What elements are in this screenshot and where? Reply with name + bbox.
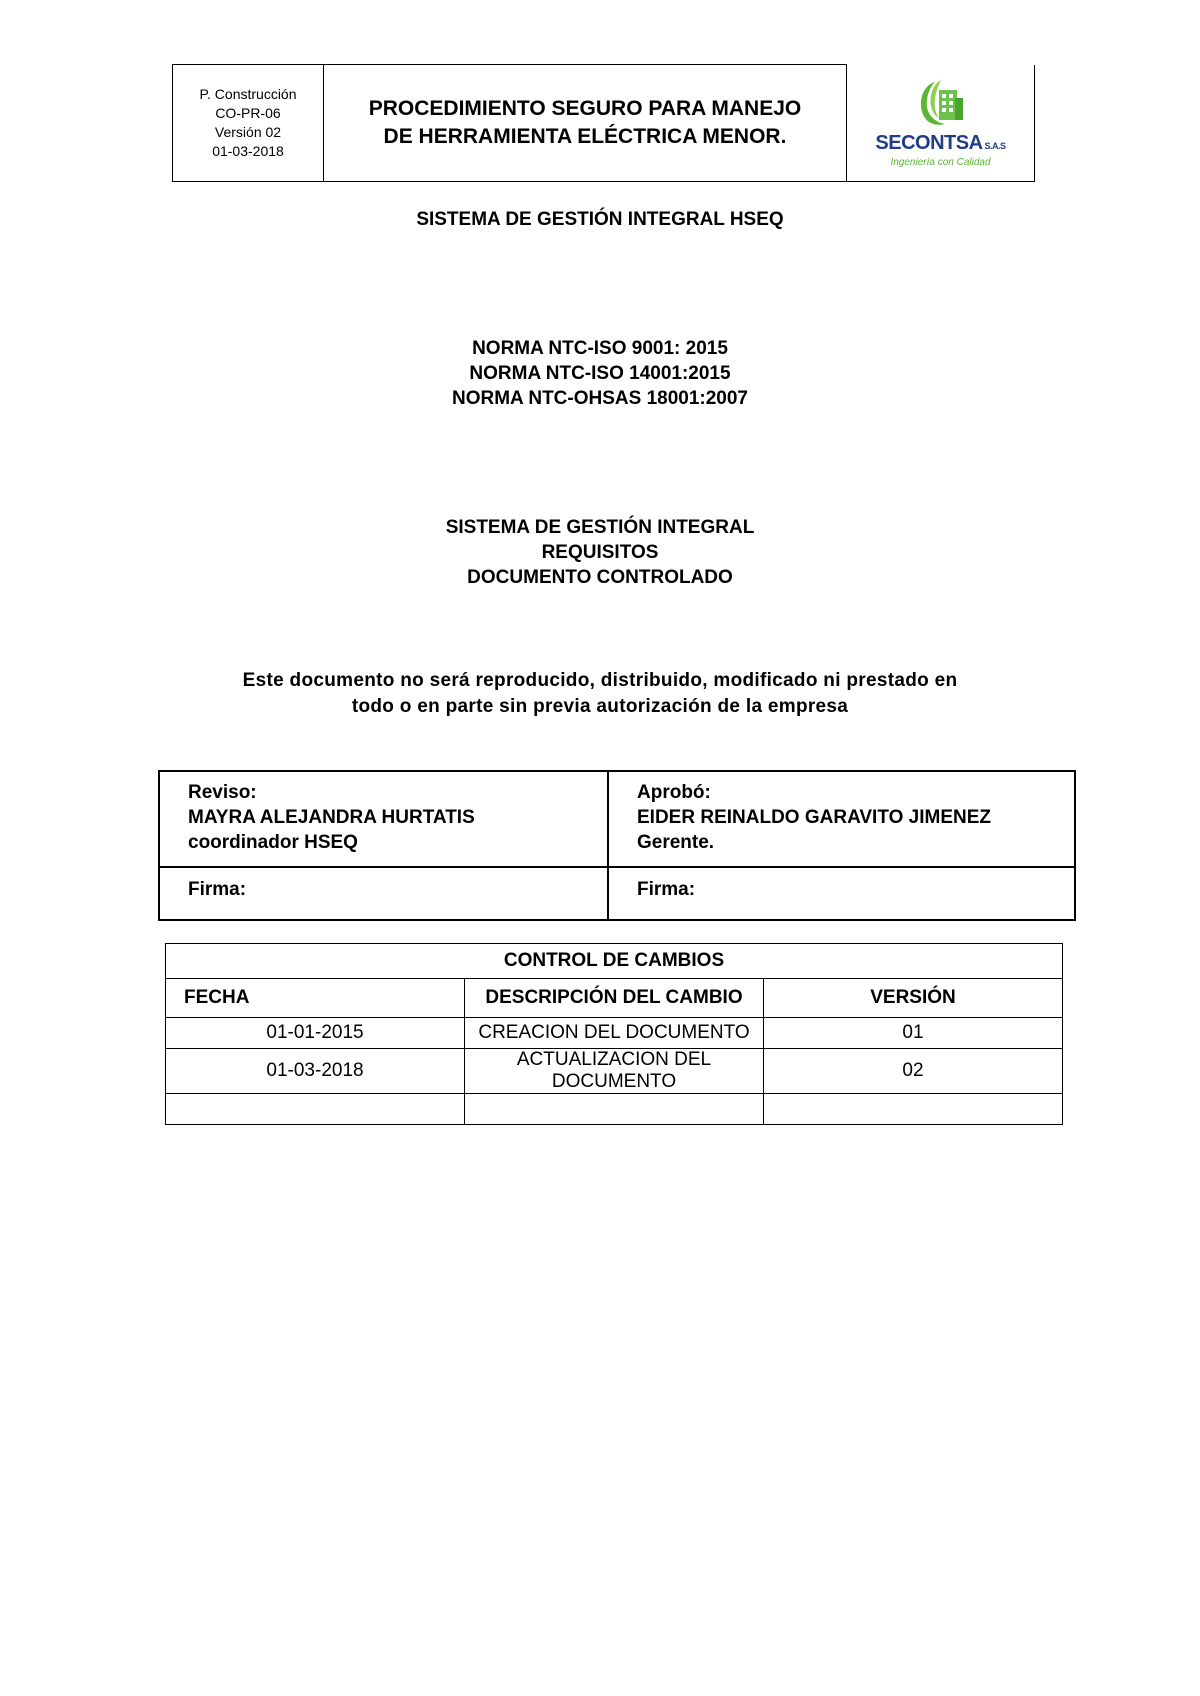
- system-title-text: SISTEMA DE GESTIÓN INTEGRAL HSEQ: [416, 209, 784, 230]
- norms-list: [0, 336, 1200, 411]
- system-block-line-3: DOCUMENTO CONTROLADO: [467, 567, 733, 588]
- company-logo: [847, 76, 1034, 169]
- norm-ohsas-18001: NORMA NTC-OHSAS 18001:2007: [452, 388, 748, 409]
- system-block: [0, 515, 1200, 590]
- change-description: [465, 1094, 764, 1125]
- company-tagline: Ingeniería con Calidad: [890, 157, 991, 169]
- table-row: [166, 1094, 1063, 1125]
- process-name: P. Construcción: [199, 86, 297, 102]
- change-date: 01-03-2018: [166, 1049, 465, 1094]
- document-header: [172, 64, 1035, 182]
- system-title: [0, 207, 1200, 232]
- reviewer-signature-label: Firma:: [188, 879, 247, 900]
- reviewer-role: coordinador HSEQ: [188, 832, 358, 853]
- norm-iso-14001: NORMA NTC-ISO 14001:2015: [469, 363, 731, 384]
- approver-name: EIDER REINALDO GARAVITO JIMENEZ: [637, 807, 991, 828]
- reviewer-cell: [159, 771, 608, 867]
- change-version: 02: [764, 1049, 1063, 1094]
- approver-cell: [608, 771, 1075, 867]
- document-metadata: [173, 65, 324, 182]
- system-block-line-1: SISTEMA DE GESTIÓN INTEGRAL: [445, 517, 755, 538]
- document-date: 01-03-2018: [212, 143, 284, 159]
- table-row: [166, 1018, 1063, 1049]
- reviewer-label: Reviso:: [188, 782, 257, 803]
- company-logo-cell: [847, 65, 1035, 182]
- approver-signature-label: Firma:: [637, 879, 696, 900]
- change-version: [764, 1094, 1063, 1125]
- notice-line-2: todo o en parte sin previa autorización de la empresa: [351, 696, 849, 717]
- reviewer-name: MAYRA ALEJANDRA HURTATIS: [188, 807, 475, 828]
- document-code: CO-PR-06: [215, 105, 281, 121]
- norm-iso-9001: NORMA NTC-ISO 9001: 2015: [472, 338, 728, 359]
- change-control-table: [165, 943, 1063, 1125]
- change-control-title: CONTROL DE CAMBIOS: [166, 944, 1063, 979]
- building-logo-icon: [911, 76, 971, 132]
- document-title: [324, 65, 847, 182]
- company-name: SECONTSA S.A.S: [875, 132, 1006, 155]
- approver-role: Gerente.: [637, 832, 715, 853]
- system-block-line-2: REQUISITOS: [541, 542, 659, 563]
- reviewer-signature-field: [159, 867, 608, 920]
- approver-signature-field: [608, 867, 1075, 920]
- change-date: [166, 1094, 465, 1125]
- document-version: Versión 02: [214, 124, 282, 140]
- column-header-date: FECHA: [166, 979, 465, 1018]
- signatures-table: [158, 770, 1076, 921]
- change-description: CREACION DEL DOCUMENTO: [465, 1018, 764, 1049]
- notice-line-1: Este documento no será reproducido, distribuido, modificado ni prestado en: [242, 670, 958, 691]
- column-header-version: VERSIÓN: [764, 979, 1063, 1018]
- table-row: [166, 1049, 1063, 1094]
- title-line-1: PROCEDIMIENTO SEGURO PARA MANEJO: [368, 97, 802, 120]
- change-date: 01-01-2015: [166, 1018, 465, 1049]
- change-description: ACTUALIZACION DEL DOCUMENTO: [465, 1049, 764, 1094]
- confidentiality-notice: [180, 668, 1020, 720]
- change-version: 01: [764, 1018, 1063, 1049]
- approver-label: Aprobó:: [637, 782, 711, 803]
- column-header-description: DESCRIPCIÓN DEL CAMBIO: [465, 979, 764, 1018]
- title-line-2: DE HERRAMIENTA ELÉCTRICA MENOR.: [383, 125, 787, 148]
